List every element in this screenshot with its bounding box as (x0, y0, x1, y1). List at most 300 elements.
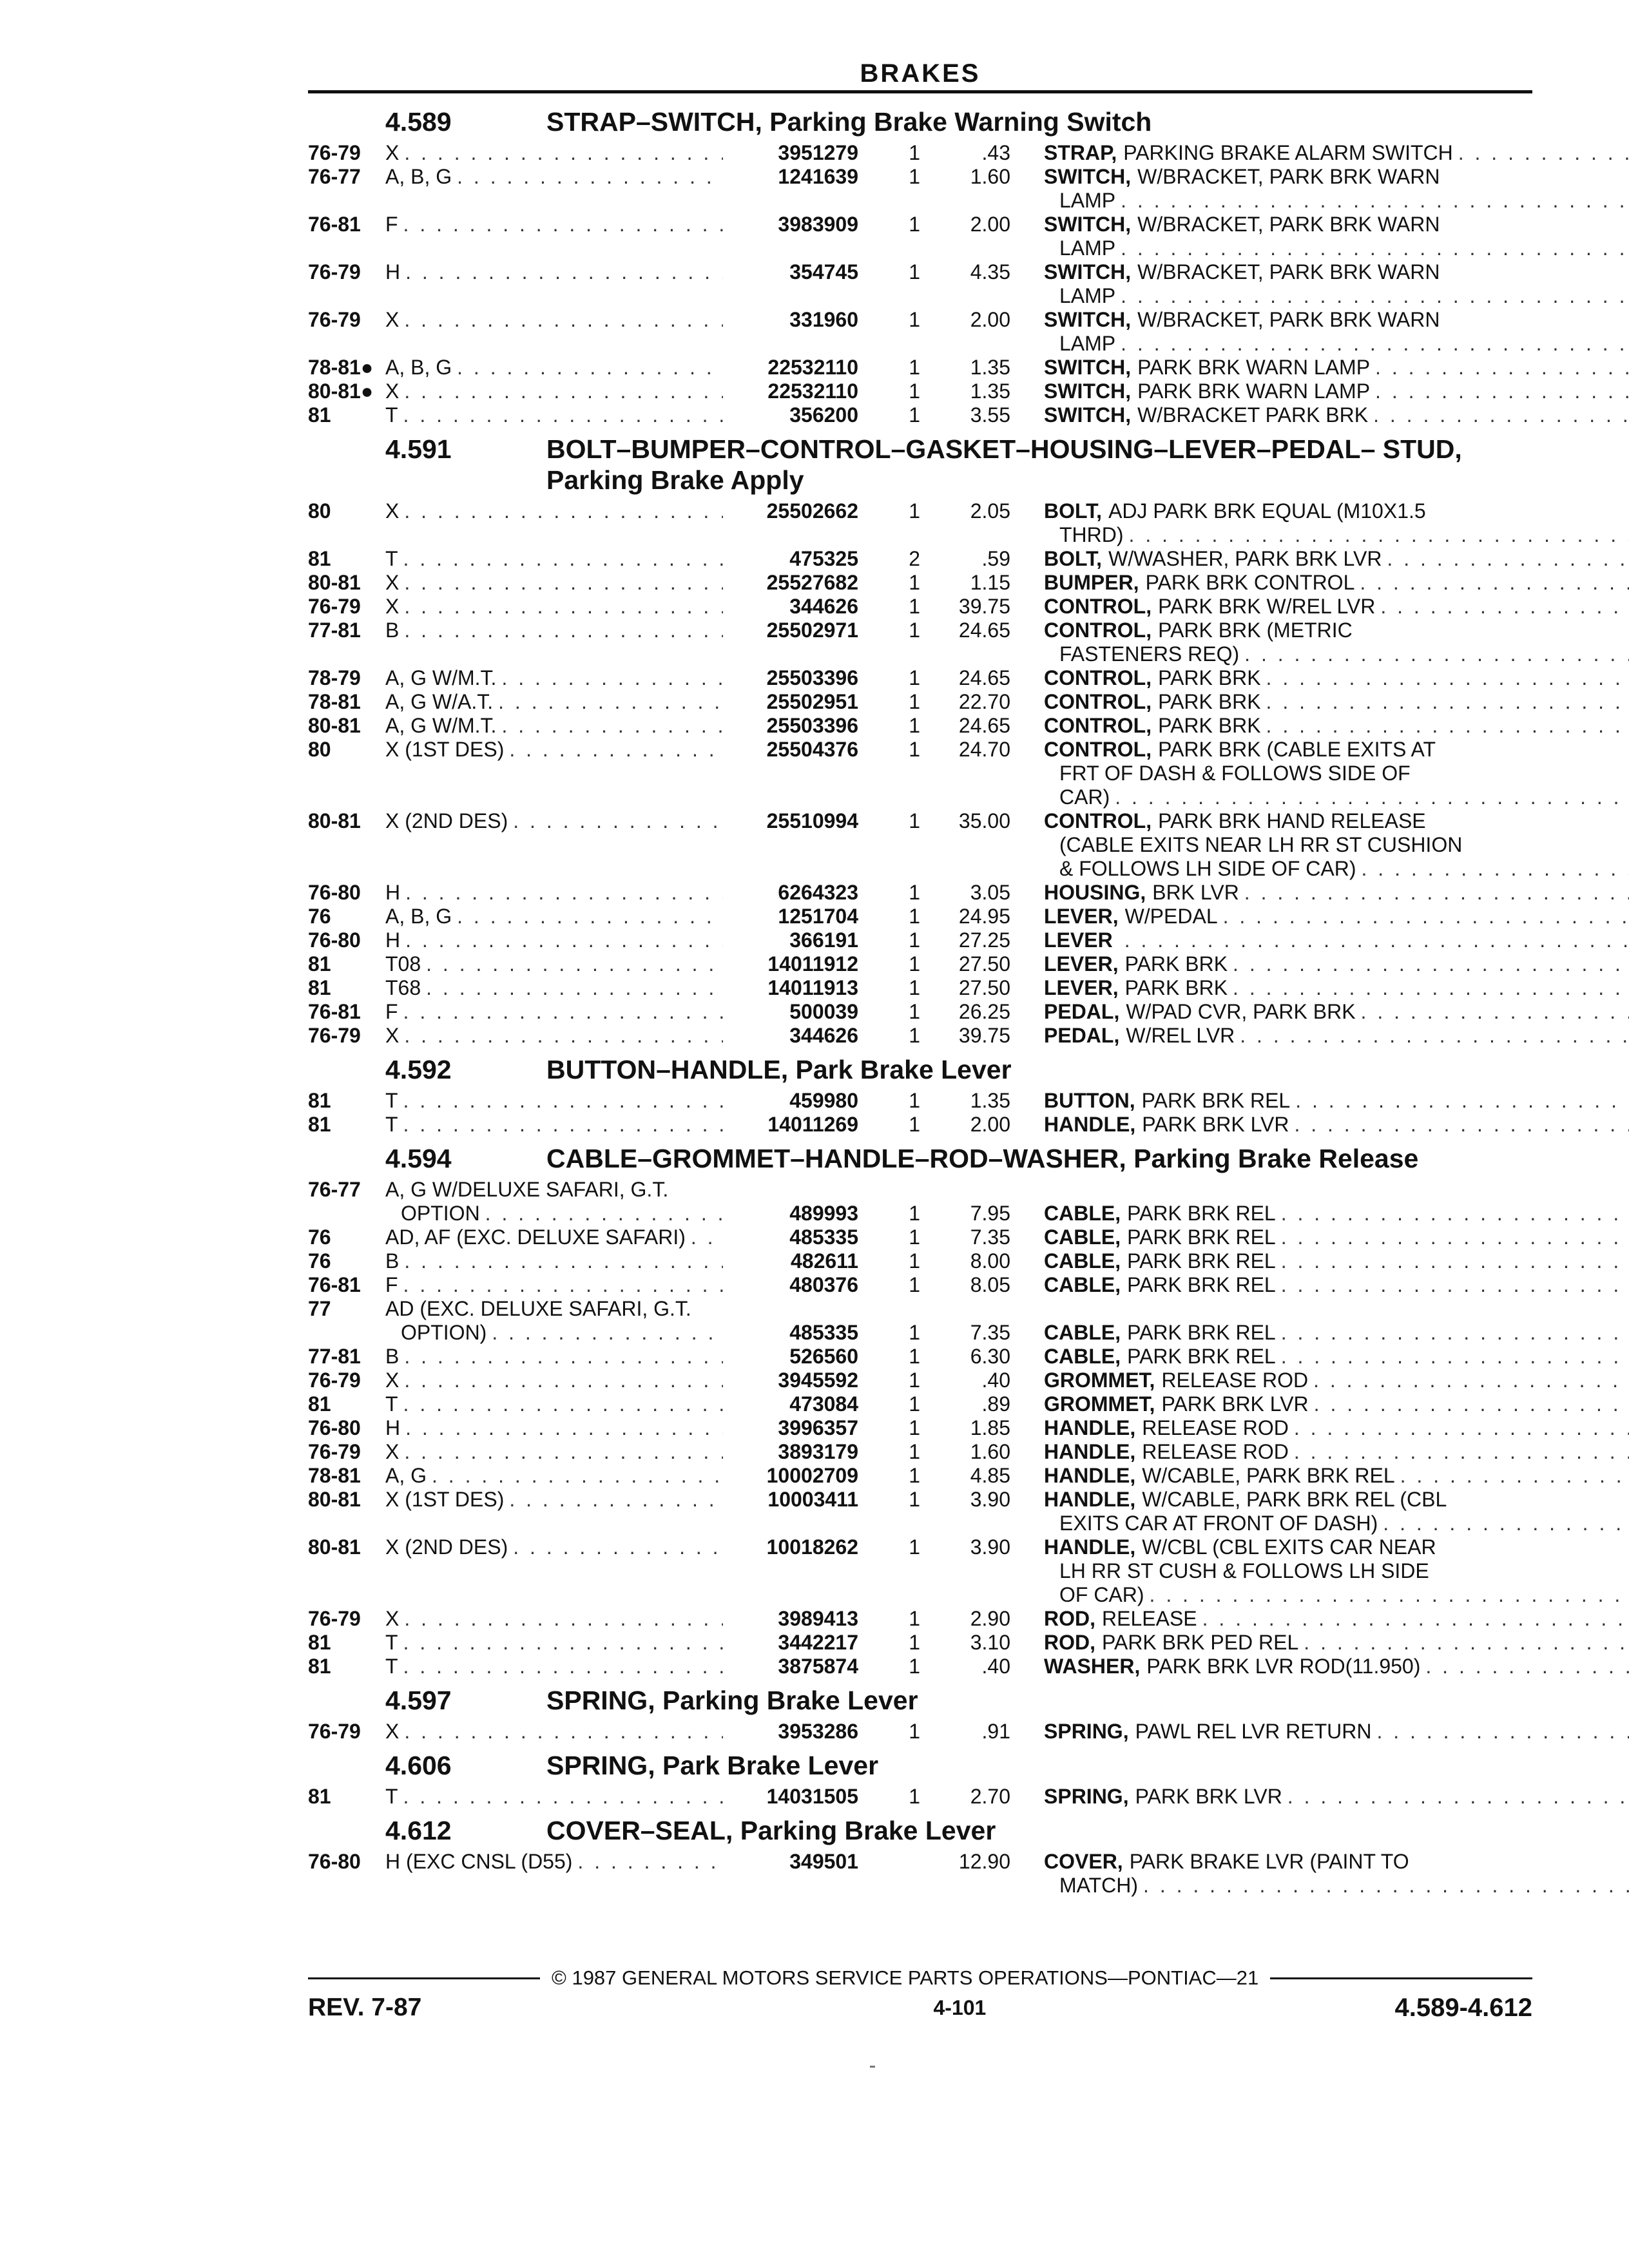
quantity (858, 1249, 920, 1273)
leader-dots (1276, 1321, 1629, 1345)
page-number: 4-101 (933, 1996, 987, 2019)
part-description (1010, 1631, 1629, 1655)
model-text: A, B, G (385, 165, 452, 188)
part-description (1010, 1000, 1629, 1024)
section-title (546, 1685, 1532, 1716)
leader-dots (480, 1202, 723, 1225)
section-heading (308, 1750, 1532, 1781)
part-number-text: 6264323 (778, 881, 858, 904)
price (920, 881, 1010, 905)
description-line (1044, 284, 1629, 308)
quantity-text: 1 (909, 1631, 920, 1654)
quantity-text: 1 (909, 165, 920, 188)
description-line (1044, 762, 1629, 785)
part-description (1010, 1089, 1629, 1113)
part-number (723, 976, 858, 1000)
leader-dots (1261, 666, 1629, 690)
price-text: 3.05 (970, 881, 1010, 904)
price (920, 1225, 1010, 1249)
model-year: 76-79 (308, 595, 361, 618)
part-keyword: SWITCH, (1044, 260, 1132, 284)
catalog-section (308, 1685, 1532, 1744)
part-keyword: CONTROL, (1044, 738, 1152, 761)
price-text: 12.90 (958, 1850, 1010, 1873)
price-text: 24.65 (958, 714, 1010, 737)
model-text: OPTION) (401, 1321, 487, 1344)
quantity-text: 1 (909, 738, 920, 761)
leader-dots (1370, 356, 1629, 380)
leader-dots (399, 1024, 723, 1048)
leader-dots (1309, 1392, 1629, 1416)
model-year: 80 (308, 499, 331, 523)
part-description (1010, 1273, 1629, 1297)
description-line (1044, 833, 1629, 857)
leader-dots (421, 976, 723, 1000)
price-text: 24.65 (958, 666, 1010, 689)
part-description (1010, 1297, 1629, 1345)
description-line (1044, 1024, 1629, 1048)
description-text: PAWL REL LVR RETURN (1135, 1720, 1372, 1743)
part-number-text: 3953286 (778, 1720, 858, 1743)
model-applicability (385, 1178, 723, 1225)
model-year: 78-81 (308, 1464, 361, 1487)
part-keyword: SPRING, (1044, 1720, 1129, 1743)
model-applicability (385, 1000, 723, 1024)
part-number-text: 3945592 (778, 1369, 858, 1392)
section-heading (308, 1054, 1532, 1085)
quantity (858, 1488, 920, 1535)
part-number (723, 1416, 858, 1440)
part-number (723, 809, 858, 881)
model-line (385, 356, 723, 380)
model-text: X (385, 499, 400, 523)
part-keyword: WASHER, (1044, 1655, 1141, 1678)
model-applicability (385, 1089, 723, 1113)
leader-dots (398, 213, 723, 236)
part-number-text: 1251704 (778, 905, 858, 928)
leader-dots (398, 1273, 723, 1297)
quantity-text: 1 (909, 1392, 920, 1416)
model-line (385, 976, 723, 1000)
part-row (308, 1631, 1532, 1655)
part-number-text: 482611 (790, 1249, 858, 1273)
description-line (1044, 1850, 1629, 1874)
section-title (546, 1054, 1532, 1085)
part-keyword: SWITCH, (1044, 213, 1132, 236)
part-keyword: STRAP, (1044, 141, 1117, 164)
price-text: 27.25 (958, 928, 1010, 952)
description-line (1044, 141, 1629, 165)
model-year: 76-77 (308, 165, 361, 188)
description-text: PARK BRK (1158, 666, 1261, 689)
part-description (1010, 809, 1629, 881)
part-row (308, 1392, 1532, 1416)
leader-dots (1276, 1273, 1629, 1297)
leader-dots (1110, 785, 1629, 809)
model-year: 81 (308, 547, 331, 570)
part-keyword: LEVER, (1044, 976, 1119, 999)
leader-dots (1261, 690, 1629, 714)
model-line (385, 1850, 723, 1874)
model-text: A, G W/A.T. (385, 690, 494, 713)
model-year: 81 (308, 403, 331, 427)
price-text: 8.05 (970, 1273, 1010, 1296)
model-text: X (385, 1720, 400, 1743)
description-text: PARK BRK REL (1127, 1273, 1276, 1296)
quantity (858, 571, 920, 595)
model-year: 76 (308, 1249, 331, 1273)
part-keyword: SWITCH, (1044, 308, 1132, 331)
part-keyword: BOLT, (1044, 499, 1103, 523)
part-keyword: LEVER, (1044, 952, 1119, 975)
model-text: X (385, 1607, 400, 1630)
price-text: 7.35 (970, 1225, 1010, 1249)
quantity (858, 499, 920, 547)
description-text: PARK BRK (1124, 952, 1228, 975)
description-text: LAMP (1059, 284, 1116, 307)
quantity-text: 1 (909, 1720, 920, 1743)
description-text: PARK BRK WARN LAMP (1137, 356, 1371, 379)
description-text: PARKING BRAKE ALARM SWITCH (1123, 141, 1453, 164)
description-text: PARK BRK W/REL LVR (1158, 595, 1376, 618)
quantity-text: 1 (909, 952, 920, 975)
section-title-line: SPRING, Parking Brake Lever (546, 1686, 918, 1715)
model-year: 78-81● (308, 356, 374, 379)
model-line (385, 1631, 723, 1655)
model-applicability (385, 1607, 723, 1631)
section-range: 4.589-4.612 (1394, 1994, 1532, 2022)
price-text: 2.00 (970, 1113, 1010, 1136)
part-keyword: LEVER (1044, 928, 1113, 952)
description-text: THRD) (1059, 523, 1124, 546)
model-line (385, 380, 723, 403)
model-text: A, G W/M.T. (385, 714, 497, 737)
part-row (308, 1785, 1532, 1809)
quantity-text: 1 (909, 141, 920, 164)
model-year: 80-81 (308, 571, 361, 594)
model-text: T (385, 403, 398, 427)
part-number-text: 14011269 (767, 1113, 858, 1136)
section-number: 4.606 (385, 1751, 452, 1780)
part-number-text: 25503396 (766, 714, 858, 737)
leader-dots (1218, 905, 1629, 928)
part-description (1010, 976, 1629, 1000)
quantity-text: 2 (909, 547, 920, 570)
part-number (723, 928, 858, 952)
quantity-text: 1 (909, 1488, 920, 1511)
part-number (723, 165, 858, 213)
description-line (1044, 547, 1629, 571)
description-text: FASTENERS REQ) (1059, 642, 1240, 666)
part-description (1010, 260, 1629, 308)
quantity (858, 1785, 920, 1809)
model-line (385, 1000, 723, 1024)
part-number-text: 14011912 (767, 952, 858, 975)
part-keyword: BUMPER, (1044, 571, 1139, 594)
description-text: FRT OF DASH & FOLLOWS SIDE OF (1059, 762, 1411, 785)
model-line (385, 1535, 723, 1559)
price (920, 213, 1010, 260)
part-description (1010, 165, 1629, 213)
price-text: 4.85 (970, 1464, 1010, 1487)
part-row (308, 356, 1532, 380)
part-keyword: CABLE, (1044, 1225, 1121, 1249)
model-year: 76-80 (308, 928, 361, 952)
price (920, 1392, 1010, 1416)
model-line (385, 1785, 723, 1809)
description-line (1044, 952, 1629, 976)
quantity (858, 738, 920, 809)
price (920, 1345, 1010, 1369)
quantity (858, 1440, 920, 1464)
price (920, 1113, 1010, 1137)
description-line (1044, 905, 1629, 928)
section-title-line: COVER–SEAL, Parking Brake Lever (546, 1816, 996, 1845)
model-year: 81 (308, 1631, 331, 1654)
model-applicability (385, 976, 723, 1000)
part-description (1010, 738, 1629, 809)
page-footer (308, 1965, 1532, 2022)
description-line (1044, 1488, 1629, 1512)
part-number (723, 1249, 858, 1273)
part-row (308, 1000, 1532, 1024)
model-text: H (385, 260, 401, 284)
part-row (308, 1488, 1532, 1535)
description-text: EXITS CAR AT FRONT OF DASH) (1059, 1512, 1378, 1535)
part-keyword: BUTTON, (1044, 1089, 1135, 1112)
description-line (1044, 1559, 1629, 1583)
quantity-text: 1 (909, 976, 920, 999)
part-number (723, 1297, 858, 1345)
quantity-text: 1 (909, 213, 920, 236)
description-line (1044, 571, 1629, 595)
part-number (723, 1089, 858, 1113)
description-line (1044, 1249, 1629, 1273)
quantity (858, 1000, 920, 1024)
part-keyword: CONTROL, (1044, 714, 1152, 737)
model-year: 76-79 (308, 1024, 361, 1047)
model-text: A, B, G (385, 356, 452, 379)
part-number (723, 356, 858, 380)
price-text: 1.85 (970, 1416, 1010, 1439)
description-line (1044, 1607, 1629, 1631)
section-number: 4.594 (385, 1144, 452, 1173)
part-keyword: PEDAL, (1044, 1024, 1120, 1047)
price (920, 619, 1010, 666)
leader-dots (504, 738, 723, 762)
part-description (1010, 308, 1629, 356)
part-number-text: 25504376 (766, 738, 858, 761)
leader-dots (1290, 1089, 1629, 1113)
quantity (858, 1720, 920, 1744)
part-description (1010, 595, 1629, 619)
part-row (308, 213, 1532, 260)
price-text: .40 (981, 1369, 1010, 1392)
part-row (308, 1720, 1532, 1744)
model-year: 76-77 (308, 1178, 361, 1201)
catalog-section (308, 1143, 1532, 1678)
leader-dots (1382, 547, 1629, 571)
leader-dots (1356, 857, 1629, 881)
part-description (1010, 1720, 1629, 1744)
part-row (308, 571, 1532, 595)
model-applicability (385, 1024, 723, 1048)
footer-copyright-line (308, 1965, 1532, 1991)
leader-dots (399, 619, 723, 642)
section-number: 4.612 (385, 1816, 452, 1845)
part-row (308, 1655, 1532, 1678)
leader-dots (399, 141, 723, 165)
part-number (723, 690, 858, 714)
description-text: PARK BRK PED REL (1102, 1631, 1299, 1654)
model-year: 81 (308, 1113, 331, 1136)
part-row (308, 976, 1532, 1000)
model-applicability (385, 1785, 723, 1809)
quantity-text: 1 (909, 1607, 920, 1630)
model-applicability (385, 1392, 723, 1416)
model-applicability (385, 928, 723, 952)
part-description (1010, 1850, 1629, 1898)
model-year: 80-81 (308, 714, 361, 737)
model-text: X (2ND DES) (385, 1535, 508, 1559)
model-text: X (385, 141, 400, 164)
model-applicability (385, 1850, 723, 1898)
price (920, 308, 1010, 356)
scan-speck (870, 2066, 875, 2068)
part-description (1010, 1249, 1629, 1273)
price-text: 39.75 (958, 1024, 1010, 1047)
part-number-text: 14011913 (767, 976, 858, 999)
leader-dots (1261, 714, 1629, 738)
quantity-text: 1 (909, 1321, 920, 1344)
price (920, 1089, 1010, 1113)
part-row (308, 619, 1532, 666)
price-text: 3.90 (970, 1535, 1010, 1559)
price-text: .91 (981, 1720, 1010, 1743)
part-description (1010, 1607, 1629, 1631)
price-text: 1.35 (970, 380, 1010, 403)
quantity-text: 1 (909, 905, 920, 928)
quantity-text: 1 (909, 714, 920, 737)
model-line (385, 1249, 723, 1273)
model-applicability (385, 1369, 723, 1392)
description-line (1044, 1655, 1629, 1678)
price-text: 24.95 (958, 905, 1010, 928)
leader-dots (1420, 1655, 1629, 1678)
price-text: 4.35 (970, 260, 1010, 284)
description-text: W/BRACKET, PARK BRK WARN (1137, 308, 1440, 331)
section-number: 4.597 (385, 1686, 452, 1715)
catalog-section (308, 1815, 1532, 1898)
model-applicability (385, 619, 723, 666)
model-text: B (385, 1345, 400, 1368)
description-text: CAR) (1059, 785, 1110, 809)
part-number-text: 3442217 (778, 1631, 858, 1654)
description-line (1044, 165, 1629, 189)
part-number (723, 403, 858, 427)
section-title (546, 106, 1532, 137)
price (920, 1000, 1010, 1024)
part-number-text: 489993 (789, 1202, 858, 1225)
description-text: PARK BRK (METRIC (1158, 619, 1353, 642)
description-text: PARK BRK REL (1127, 1202, 1276, 1225)
part-number (723, 308, 858, 356)
part-row (308, 905, 1532, 928)
model-text: X (1ST DES) (385, 738, 505, 761)
leader-dots (398, 547, 723, 571)
description-text: PARK BRK (CABLE EXITS AT (1158, 738, 1436, 761)
model-year: 76-80 (308, 1416, 361, 1439)
leader-dots (1289, 1416, 1629, 1440)
leader-dots (1119, 928, 1629, 952)
part-number (723, 1273, 858, 1297)
quantity-text: 1 (909, 1345, 920, 1368)
part-keyword: HANDLE, (1044, 1416, 1136, 1439)
quantity-text: 1 (909, 1113, 920, 1136)
part-keyword: HANDLE, (1044, 1464, 1136, 1487)
part-description (1010, 1535, 1629, 1607)
part-keyword: HANDLE, (1044, 1535, 1136, 1559)
model-year: 76 (308, 1225, 331, 1249)
model-year: 76-79 (308, 1440, 361, 1463)
description-text: PARK BRK HAND RELEASE (1158, 809, 1426, 832)
description-text: PARK BRK (1158, 714, 1261, 737)
model-line (385, 1392, 723, 1416)
description-line (1044, 857, 1629, 881)
model-applicability (385, 141, 723, 165)
description-line (1044, 1000, 1629, 1024)
part-number (723, 213, 858, 260)
model-text: T68 (385, 976, 421, 999)
part-row (308, 1297, 1532, 1345)
price (920, 952, 1010, 976)
price (920, 1178, 1010, 1225)
quantity (858, 1631, 920, 1655)
model-text: A, G (385, 1464, 427, 1487)
model-applicability (385, 1440, 723, 1464)
part-description (1010, 141, 1629, 165)
price (920, 928, 1010, 952)
model-year: 76-80 (308, 1850, 361, 1873)
part-number (723, 380, 858, 403)
model-applicability (385, 260, 723, 308)
price-text: 2.05 (970, 499, 1010, 523)
description-text: W/PEDAL (1124, 905, 1218, 928)
description-line (1044, 1512, 1629, 1535)
price (920, 1850, 1010, 1898)
part-number-text: 331960 (789, 308, 858, 331)
leader-dots (1197, 1607, 1629, 1631)
part-number-text: 1241639 (778, 165, 858, 188)
model-line (385, 1369, 723, 1392)
leader-dots (1228, 976, 1629, 1000)
part-number-text: 3989413 (778, 1607, 858, 1630)
description-line (1044, 1202, 1629, 1225)
price (920, 1249, 1010, 1273)
leader-dots (398, 1113, 723, 1137)
part-number-text: 366191 (789, 928, 858, 952)
part-number-text: 3983909 (778, 213, 858, 236)
price (920, 1297, 1010, 1345)
part-description (1010, 1488, 1629, 1535)
part-number (723, 1369, 858, 1392)
description-text: RELEASE ROD (1142, 1440, 1289, 1463)
model-line (385, 1273, 723, 1297)
section-heading (308, 1685, 1532, 1716)
part-number-text: 25510994 (766, 809, 858, 832)
quantity (858, 141, 920, 165)
description-text: W/REL LVR (1126, 1024, 1235, 1047)
